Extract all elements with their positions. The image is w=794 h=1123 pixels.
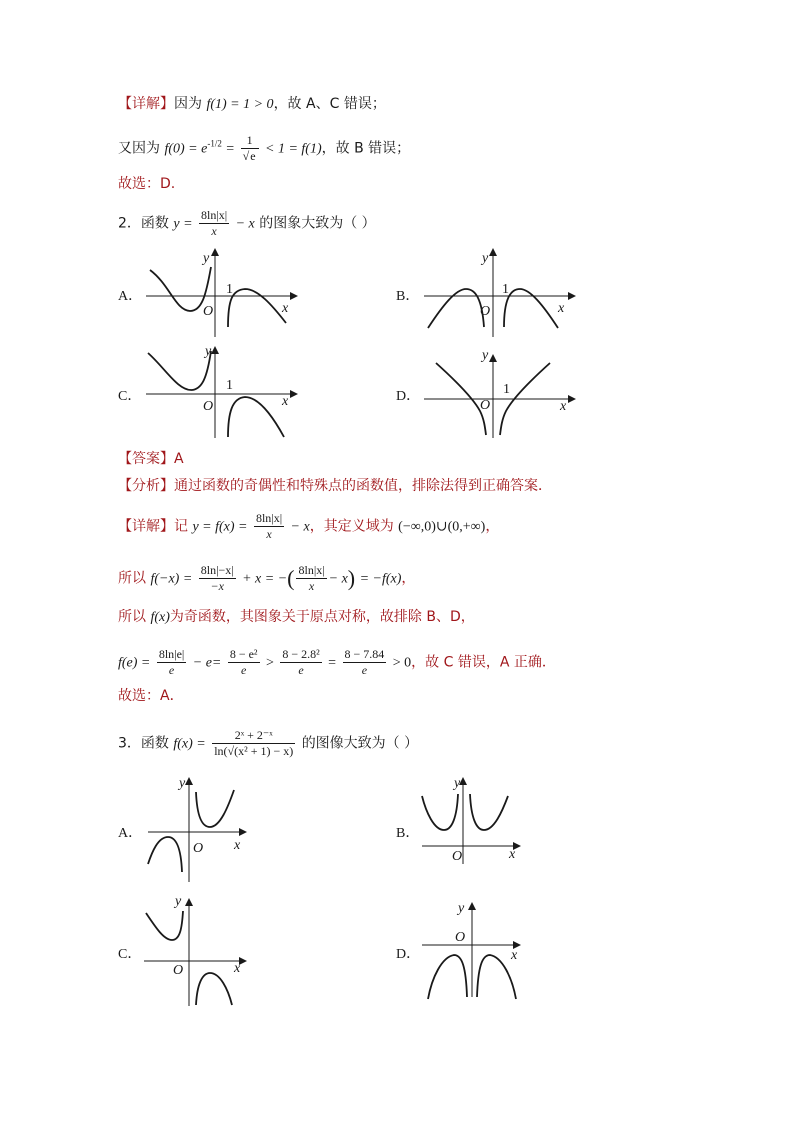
- option-label-b[interactable]: B．: [396, 826, 420, 841]
- svg-text:y: y: [482, 251, 489, 266]
- svg-text:O: O: [455, 930, 466, 945]
- svg-text:O: O: [173, 963, 184, 978]
- svg-text:1: 1: [226, 378, 233, 393]
- math-f1: f(1) = 1 > 0: [206, 97, 274, 112]
- graph-q2-d: [418, 343, 578, 443]
- graph-q2-a: [140, 245, 300, 340]
- option-label-a[interactable]: A．: [118, 289, 143, 304]
- question-3-stem: 3．函数 f(x) = $\frac{\text{2ˣ + 2⁻ˣ}}{\text{ln(√(x² + 1) − x)}}$ 的图像大致为（ ）: [118, 728, 419, 758]
- svg-text:O: O: [203, 304, 214, 319]
- q2-detail-line-1: 【详解】记 y = f(x) = $\frac{8\ln|x|}{x}$ − x，其定义域为 (−∞,0)∪(0,+∞)，: [118, 511, 500, 541]
- option-label-d[interactable]: D．: [396, 947, 421, 962]
- option-label-c[interactable]: C．: [118, 947, 142, 962]
- svg-text:y: y: [175, 894, 182, 909]
- fraction: $\frac{\text{8 − 2.8²}}{e}$: [282, 647, 320, 677]
- svg-text:1: 1: [502, 282, 509, 297]
- option-label-d[interactable]: D．: [396, 389, 421, 404]
- svg-text:y: y: [458, 901, 465, 916]
- answer-tag: 【答案】: [118, 451, 174, 467]
- svg-text:x: x: [234, 838, 241, 853]
- graph-q2-c: [140, 343, 300, 443]
- q2-choose-line: 故选：A．: [118, 688, 184, 704]
- answer-line: [118, 449, 184, 469]
- q2-detail-line-2: 所以 f(−x) = $\frac{8\ln|-x|}{-x}$ + x = −( $\frac{8\ln|x|}{x}$ − x) = −f(x)，: [118, 563, 416, 593]
- choose-line: 故选：D.: [118, 176, 176, 192]
- analysis-line: 【分析】通过函数的奇偶性和特殊点的函数值，排除法得到正确答案．: [118, 478, 552, 494]
- svg-text:y: y: [454, 776, 461, 791]
- svg-text:O: O: [480, 398, 491, 413]
- svg-text:x: x: [560, 399, 567, 414]
- graph-q3-d: [418, 897, 528, 1002]
- fraction: $\frac{8\ln|x|}{x}$: [200, 208, 228, 238]
- detail-tag: 【详解】: [118, 518, 174, 535]
- q2-detail-line-4: f(e) = $\frac{8\ln|e|}{e}$ − e= $\frac{\text{8 − e²}}{e}$ > $\frac{\text{8 − 2.8²}}{e}$ = $\frac{8 - 7.84}{e}$ > 0，故 C 错误，A 正确．: [118, 647, 556, 677]
- q2-detail-line-3: 所以 f(x)为奇函数，其图象关于原点对称，故排除 B、D，: [118, 609, 475, 625]
- svg-text:O: O: [480, 304, 491, 319]
- fraction: $\frac{1}{√e}$: [241, 133, 259, 164]
- option-label-c[interactable]: C．: [118, 389, 142, 404]
- detail-line-1: 【详解】因为 f(1) = 1 > 0，故 A、C 错误；: [118, 96, 386, 112]
- svg-text:x: x: [511, 948, 518, 963]
- fraction: $\frac{\text{2ˣ + 2⁻ˣ}}{\text{ln(√(x² + 1) − x)}}$: [214, 728, 294, 758]
- svg-text:1: 1: [226, 282, 233, 297]
- fraction: $\frac{\text{8 − e²}}{e}$: [229, 647, 258, 677]
- option-label-b[interactable]: B．: [396, 289, 420, 304]
- svg-text:x: x: [509, 847, 516, 862]
- svg-text:O: O: [193, 841, 204, 856]
- answer-value: A: [174, 451, 184, 467]
- graph-q3-b: [418, 772, 528, 867]
- svg-text:x: x: [282, 301, 289, 316]
- graph-q2-b: [418, 245, 578, 340]
- svg-text:x: x: [558, 301, 565, 316]
- analysis-tag: 【分析】: [118, 478, 174, 494]
- detail-line-2: 又因为 $f(0) = e^{-1/2}$ = $\frac{1}{√e}$ < 1 = f(1)，故 B 错误；: [118, 133, 411, 163]
- question-2-stem: 2．函数 y = $\frac{8\ln|x|}{x}$ − x 的图象大致为（ ）: [118, 208, 376, 238]
- fraction: $\frac{8\ln|-x|}{-x}$: [200, 563, 234, 593]
- svg-text:y: y: [205, 344, 212, 359]
- svg-text:1: 1: [503, 382, 510, 397]
- svg-text:y: y: [482, 348, 489, 363]
- graph-q3-c: [144, 893, 254, 1008]
- option-label-a[interactable]: A．: [118, 826, 143, 841]
- fraction: $\frac{8 - 7.84}{e}$: [344, 647, 385, 677]
- fraction: $\frac{8\ln|x|}{x}$: [298, 563, 325, 593]
- svg-text:x: x: [234, 961, 241, 976]
- fraction: $\frac{8\ln|e|}{e}$: [158, 647, 185, 677]
- svg-text:y: y: [179, 776, 186, 791]
- svg-text:O: O: [203, 399, 214, 414]
- svg-text:x: x: [282, 394, 289, 409]
- svg-text:O: O: [452, 849, 463, 864]
- svg-text:y: y: [203, 251, 210, 266]
- detail-tag: 【详解】: [118, 96, 174, 112]
- graph-q3-a: [144, 772, 254, 884]
- fraction: $\frac{8\ln|x|}{x}$: [255, 511, 283, 541]
